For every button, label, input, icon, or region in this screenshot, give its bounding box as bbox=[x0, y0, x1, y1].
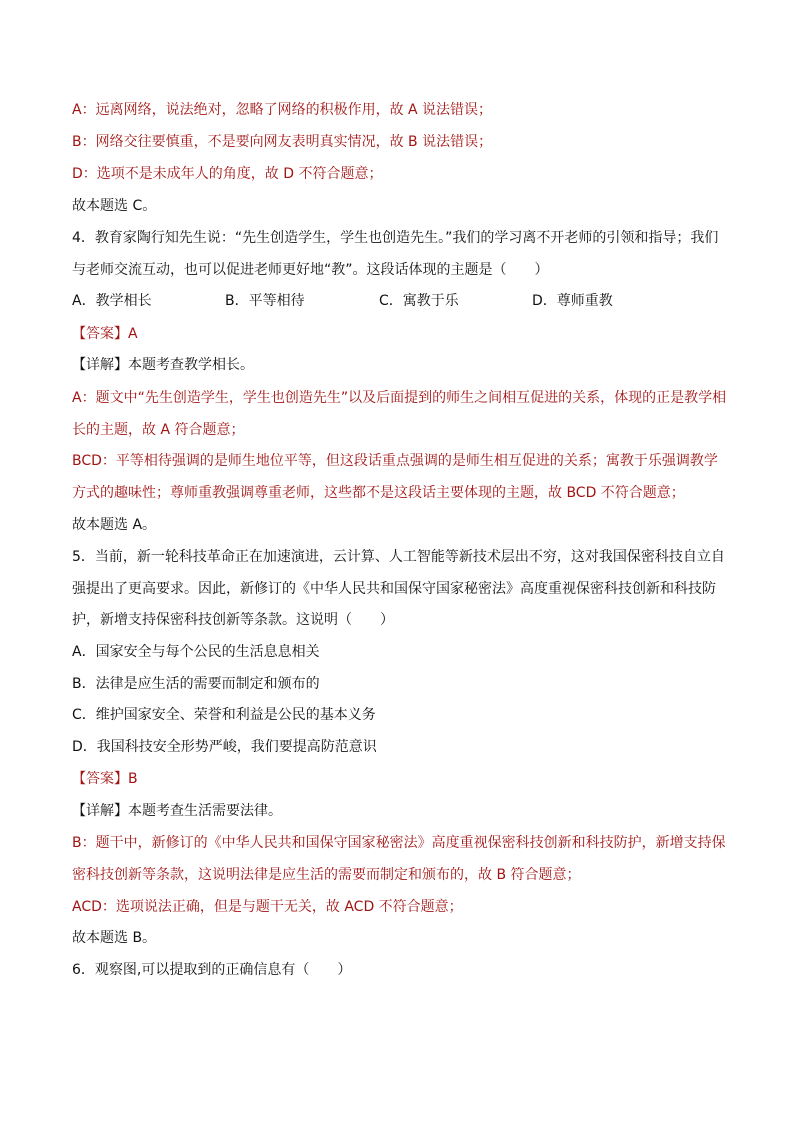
q4-option-a: A．教学相长 bbox=[72, 293, 152, 309]
q4-conclusion: 故本题选 A。 bbox=[72, 517, 157, 533]
q4-analysis-bcd-line1: BCD：平等相待强调的是师生地位平等，但这段话重点强调的是师生相互促进的关系；寓教于乐强调教学 bbox=[72, 453, 718, 469]
q5-analysis-acd: ACD：选项说法正确，但是与题干无关，故 ACD 不符合题意； bbox=[72, 899, 463, 915]
q4-option-b: B．平等相待 bbox=[225, 293, 305, 309]
q5-option-b: B．法律是应生活的需要而制定和颁布的 bbox=[72, 676, 320, 692]
q4-analysis-a-line1: A：题文中“先生创造学生，学生也创造先生”以及后面提到的师生之间相互促进的关系，体现的正是教学相 bbox=[72, 390, 727, 406]
q4-option-c: C．寓教于乐 bbox=[379, 293, 459, 309]
q5-option-c: C．维护国家安全、荣誉和利益是公民的基本义务 bbox=[72, 707, 376, 723]
prev-analysis-b: B：网络交往要慎重，不是要向网友表明真实情况，故 B 说法错误； bbox=[72, 134, 493, 150]
prev-analysis-d: D：选项不是未成年人的角度，故 D 不符合题意； bbox=[72, 166, 383, 182]
q5-analysis-b-line1: B：题干中，新修订的《中华人民共和国保守国家秘密法》高度重视保密科技创新和科技防护，新增支持保 bbox=[72, 835, 726, 851]
q5-option-a: A．国家安全与每个公民的生活息息相关 bbox=[72, 644, 320, 660]
q4-stem-line2: 与老师交流互动，也可以促进老师更好地“教”。这段话体现的主题是（ ） bbox=[72, 262, 549, 278]
q5-detail: 【详解】本题考查生活需要法律。 bbox=[72, 803, 282, 819]
q4-option-d: D．尊师重教 bbox=[532, 293, 613, 309]
prev-analysis-a: A：远离网络，说法绝对，忽略了网络的积极作用，故 A 说法错误； bbox=[72, 102, 493, 118]
q4-analysis-a-line2: 长的主题，故 A 符合题意； bbox=[72, 422, 245, 438]
q5-analysis-b-line2: 密科技创新等条款，这说明法律是应生活的需要而制定和颁布的，故 B 符合题意； bbox=[72, 867, 581, 883]
q4-analysis-bcd-line2: 方式的趣味性；尊师重教强调尊重老师，这些都不是这段话主要体现的主题，故 BCD 不符合题意； bbox=[72, 485, 685, 501]
q4-detail: 【详解】本题考查教学相长。 bbox=[72, 357, 254, 373]
prev-conclusion: 故本题选 C。 bbox=[72, 198, 157, 214]
q5-stem-line1: 5．当前，新一轮科技革命正在加速演进，云计算、人工智能等新技术层出不穷，这对我国保密科技自立自 bbox=[72, 549, 725, 565]
q4-stem-line1: 4．教育家陶行知先生说：“先生创造学生，学生也创造先生。”我们的学习离不开老师的引领和指导；我们 bbox=[72, 230, 719, 246]
q6-stem: 6．观察图,可以提取到的正确信息有（ ） bbox=[72, 962, 352, 978]
q5-conclusion: 故本题选 B。 bbox=[72, 930, 157, 946]
q4-answer: 【答案】A bbox=[72, 326, 138, 342]
q5-option-d: D．我国科技安全形势严峻，我们要提高防范意识 bbox=[72, 739, 377, 755]
q5-answer: 【答案】B bbox=[72, 771, 138, 787]
q5-stem-line2: 强提出了更高要求。因此，新修订的《中华人民共和国保守国家秘密法》高度重视保密科技创新和科技防 bbox=[72, 581, 716, 597]
q5-stem-line3: 护，新增支持保密科技创新等条款。这说明（ ） bbox=[72, 612, 394, 628]
